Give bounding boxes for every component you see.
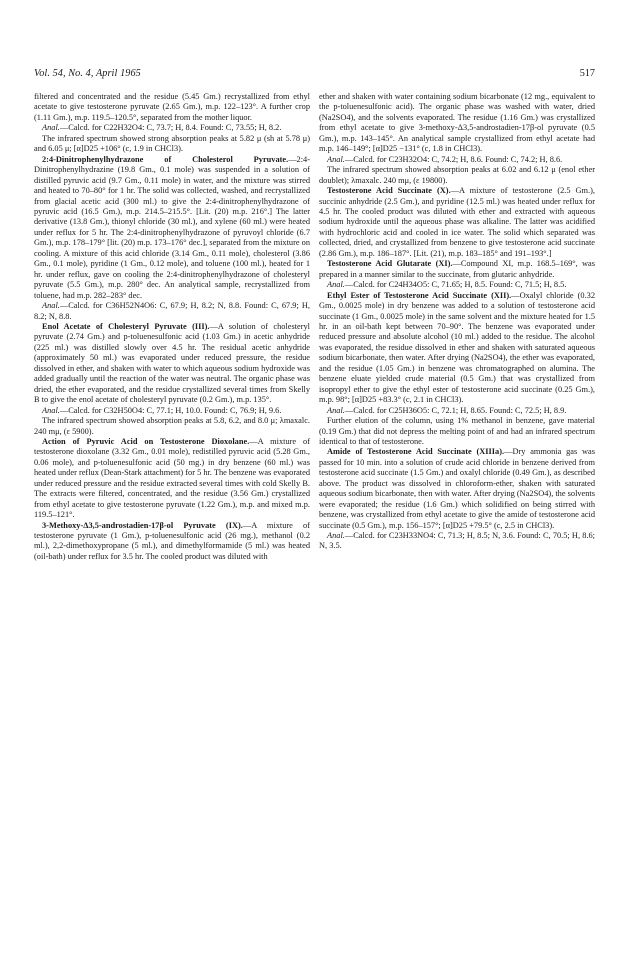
section-paragraph: [34, 521, 310, 563]
analysis-text: —Calcd. for C23H32O4: C, 74.2; H, 8.6. Found: C, 74.2; H, 8.6.: [344, 154, 563, 164]
journal-citation: Vol. 54, No. 4, April 1965: [34, 68, 141, 79]
section-paragraph: [34, 155, 310, 301]
anal-label: Anal.: [42, 123, 60, 133]
anal-label: Anal.: [327, 405, 345, 415]
section-text: —A mixture of testosterone pyruvate (1 Gm.), p-toluenesulfonic acid (26 mg.), methanol (0.2 ml.), 2,2-dimethoxypropane (5 ml.), and dimethylformamide (5 ml.) was heated (oil-bath) under reflux for 3.5 hr. The cooled product was diluted with: [34, 520, 310, 561]
analysis-text: —Calcd. for C25H36O5: C, 72.1; H, 8.65. Found: C, 72.5; H, 8.9.: [344, 405, 567, 415]
analysis-text: —Calcd. for C22H32O4: C, 73.7; H, 8.4. Found: C, 73.55; H, 8.2.: [59, 123, 282, 133]
section-paragraph: [319, 186, 595, 259]
left-column: [34, 92, 310, 562]
paragraph: The infrared spectrum showed strong absorption peaks at 5.82 μ (sh at 5.78 μ) and 6.05 μ; [α]D25 +106° (c, 1.9 in CHCl3).: [34, 133, 310, 154]
anal-label: Anal.: [327, 154, 345, 164]
paragraph: Further elution of the column, using 1% methanol in benzene, gave material (0.19 Gm.) that did not depress the melting point of and had an infrared spectrum identical to that of testosterone.: [319, 416, 595, 446]
section-text: —Oxalyl chloride (0.32 Gm., 0.0025 mole) in dry benzene was added to a solution of testosterone acid succinate (1 Gm., 0.0025 mole) in the same solvent and the mixture heated for 1.5 hr. in an oil-bath kept between 70–90°. The benzene was evaporated under reduced pressure and absolute alcohol (10 ml.) added to the residue. The alcohol was evaporated, the residue dissolved in ether and shaken with saturated aqueous sodium bicarbonate, then water. After drying (Na2SO4), the ether was evaporated, and the residue (1.05 Gm.) in benzene was chromatographed on alumina. The benzene eluate yielded crude material (0.5 Gm.) that was crystallized from isopropyl ether to give the ethyl ester of testosterone acid succinate (0.25 Gm.), m.p. 98°; [α]D25 +83.3° (c, 2.1 in CHCl3).: [319, 290, 595, 405]
section-heading: 3-Methoxy-Δ3,5-androstadien-17β-ol Pyruvate (IX).: [42, 520, 243, 530]
section-text: —A mixture of testosterone (2.5 Gm.), succinic anhydride (2.5 Gm.), and pyridine (12.5 ml.) was heated under reflux for 4.5 hr. The cooled product was diluted with ether and extracted with aqueous sodium hydroxide until the aqueous phase was alkaline. The latter was acidified with hydrochloric acid and cooled in ice water. The solid which separated was collected, dried, and crystallized from benzene to give testosterone acid succinate (2.86 Gm.), m.p. 186–187°. [Lit. (21), m.p. 183–185° and 191–193°.]: [319, 186, 595, 258]
analysis-paragraph: [34, 123, 310, 133]
section-paragraph: [319, 259, 595, 280]
section-heading: Enol Acetate of Cholesteryl Pyruvate (III).: [42, 321, 210, 331]
analysis-text: —Calcd. for C24H34O5: C, 71.65; H, 8.5. Found: C, 71.5; H, 8.5.: [344, 280, 567, 290]
analysis-text: —Calcd. for C36H52N4O6: C, 67.9; H, 8.2; N, 8.8. Found: C, 67.9; H, 8.2; N, 8.8.: [34, 301, 310, 321]
section-text: —Dry ammonia gas was passed for 10 min. into a solution of crude acid chloride in benzene derived from testosterone acid succinate (1.5 Gm.) and oxalyl chloride (0.49 Gm.), as described above. The product was dissolved in chloroform-ether, shaken with saturated aqueous sodium bicarbonate, then with water. After drying (Na2SO4), the solvents were evaporated; the residue (1.6 Gm.) which solidified on being stirred with benzene, was crystallized from ethyl acetate to give the amide of testosterone acid succinate (0.5 Gm.), m.p. 156–157°; [α]D25 +79.5° (c, 2.5 in CHCl3).: [319, 447, 595, 530]
analysis-paragraph: [319, 531, 595, 552]
paragraph: The infrared spectrum showed absorption peaks at 6.02 and 6.12 μ (enol ether doublet); λmaxalc. 240 mμ, (ε 19800).: [319, 165, 595, 185]
section-heading: Ethyl Ester of Testosterone Acid Succinate (XII).: [327, 290, 512, 300]
section-text: —Compound XI, m.p. 168.5–169°, was prepared in a manner similar to the succinate, from glutaric anhydride.: [319, 259, 596, 279]
anal-label: Anal.: [42, 301, 60, 311]
section-text: —A solution of cholesteryl pyruvate (2.74 Gm.) and p-toluenesulfonic acid (1.03 Gm.) in acetic anhydride (225 ml.) was distilled slowly over 4.5 hr. The residual acetic anhydride (approximately 50 ml.) was evaporated under reduced pressure, the residue dissolved in ether, and shaken with water to which aqueous sodium hydroxide was added gradually until the reaction of the water was neutral. The organic phase was dried, the ether evaporated, and the residue crystallized several times from Skelly B to give the enol acetate of cholesteryl pyruvate (0.2 Gm.), m.p. 135°.: [34, 321, 310, 405]
anal-label: Anal.: [327, 280, 345, 290]
analysis-text: —Calcd. for C32H50O4: C, 77.1; H, 10.0. Found: C, 76.9; H, 9.6.: [59, 405, 282, 415]
section-text: —2:4-Dinitrophenylhydrazine (19.8 Gm., 0.1 mole) was suspended in a solution of distilled pyruvic acid (9.7 Gm., 0.11 mole) in water, and the mixture was stirred and heated to 70–80° for 1 hr. The solid was collected, washed, and recrystallized from glacial acetic acid (300 ml.) to give the 2:4-dinitrophenylhydrazone of pyruvic acid (16.5 Gm.), m.p. 214.5–215.5°. [Lit. (20) m.p. 216°.] The latter derivative (13.8 Gm.), thionyl chloride (30 ml.), and xylene (60 ml.) were heated under reflux for 5 hr. The 2:4-dinitrophenylhydrazone of pyruvoyl chloride (6.7 Gm.), m.p. 178–179° [lit. (20) m.p. 173–176° dec.], separated from the mixture on cooling. A mixture of this acid chloride (3.14 Gm., 0.11 mole), cholesterol (3.86 Gm., 0.1 mole), pyridine (1 Gm., 0.12 mole), and toluene (100 ml.), heated for 1 hr. under reflux, gave on cooling the 2:4-dinitrophenylhydrazone of cholesteryl pyruvate (5.5 Gm.), m.p. 280° dec. An analytical sample, recrystallized from toluene, had m.p. 282–283° dec.: [34, 154, 310, 300]
anal-label: Anal.: [42, 405, 60, 415]
analysis-paragraph: [319, 155, 595, 165]
analysis-paragraph: [34, 406, 310, 416]
section-paragraph: [34, 322, 310, 406]
paragraph: The infrared spectrum showed absorption peaks at 5.8, 6.2, and 8.0 μ; λmaxalc. 240 mμ, (ε 5900).: [34, 416, 310, 436]
section-heading: Testosterone Acid Glutarate (XI).: [327, 259, 453, 269]
section-heading: Testosterone Acid Succinate (X).: [327, 186, 451, 196]
right-column: [319, 92, 595, 552]
paragraph: ether and shaken with water containing sodium bicarbonate (12 mg., equivalent to the p-toluenesulfonic acid). The organic phase was washed with water, dried (Na2SO4), and the solvents evaporated. The residue (1.16 Gm.) was crystallized from ethyl acetate to give 3-methoxy-Δ3,5-androstadien-17β-ol pyruvate (0.5 Gm.), m.p. 143–145°. An analytical sample crystallized from ethyl acetate had m.p. 146–149°; [α]D25 −131° (c, 1.8 in CHCl3).: [319, 92, 595, 154]
analysis-text: —Calcd. for C23H33NO4: C, 71.3; H, 8.5; N, 3.6. Found: C, 70.5; H, 8.6; N, 3.5.: [319, 531, 595, 551]
section-heading: Action of Pyruvic Acid on Testosterone Dioxolane.: [42, 436, 250, 446]
analysis-paragraph: [34, 301, 310, 322]
section-heading: Amide of Testosterone Acid Succinate (XIIIa).: [327, 447, 505, 457]
analysis-paragraph: [319, 280, 595, 290]
section-paragraph: [34, 437, 310, 521]
paragraph: filtered and concentrated and the residue (5.45 Gm.) recrystallized from ethyl acetate to give testosterone pyruvate (2.65 Gm.), m.p. 122–123°. A further crop (1.11 Gm.), m.p. 119.5–120.5°, separated from the mother liquor.: [34, 92, 310, 122]
analysis-paragraph: [319, 406, 595, 416]
section-text: —A mixture of testosterone dioxolane (3.32 Gm., 0.01 mole), redistilled pyruvic acid (5.28 Gm., 0.06 mole), and p-toluenesulfonic acid (50 mg.) in dry benzene (60 ml.) was heated under reflux (Dean-Stark attachment) for 5 hr. The benzene was evaporated under reduced pressure and the residue extracted several times with cold Skelly B. The extracts were filtered, concentrated, and the residue (3.56 Gm.) crystallized from ethyl acetate to give testosterone pyruvate (1.22 Gm.), m.p. and mixed m.p. 119.5–121°.: [34, 436, 310, 520]
section-paragraph: [319, 291, 595, 406]
page-header: [34, 68, 595, 82]
section-heading: 2:4-Dinitrophenylhydrazone of Cholesterol Pyruvate.: [42, 154, 289, 164]
section-paragraph: [319, 447, 595, 531]
page-number: 517: [579, 68, 595, 79]
anal-label: Anal.: [327, 531, 345, 541]
